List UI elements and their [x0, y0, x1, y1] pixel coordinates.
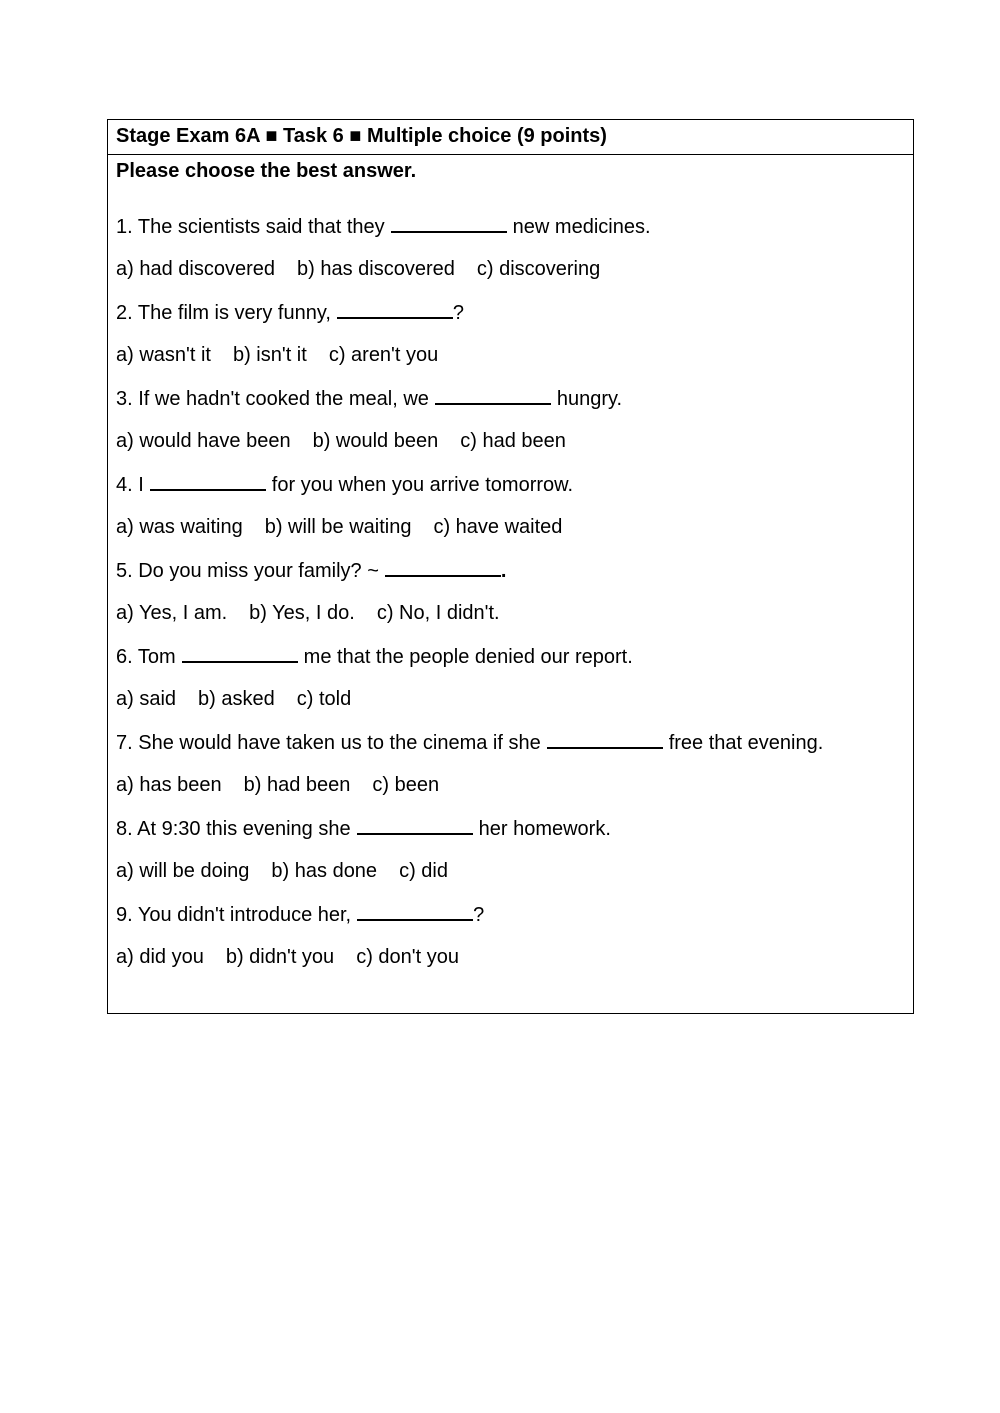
- option-a[interactable]: a) had discovered: [116, 258, 275, 280]
- option-a[interactable]: a) will be doing: [116, 860, 250, 882]
- option-a[interactable]: a) said: [116, 688, 177, 710]
- question-text: 5. Do you miss your family? ~: [116, 560, 379, 582]
- option-c[interactable]: c) have waited: [433, 516, 563, 538]
- exam-task-box: [107, 119, 914, 1014]
- question-text: her homework.: [478, 818, 611, 840]
- question-1: [116, 213, 913, 256]
- question-4: [116, 471, 913, 514]
- option-a[interactable]: a) was waiting: [116, 516, 243, 538]
- question-text: 6. Tom: [116, 646, 176, 668]
- option-c[interactable]: c) aren't you: [328, 344, 439, 366]
- option-a[interactable]: a) Yes, I am.: [116, 602, 228, 624]
- option-c[interactable]: c) told: [296, 688, 352, 710]
- option-b[interactable]: b) had been: [243, 774, 351, 796]
- question-text: 2. The film is very funny,: [116, 302, 331, 324]
- answer-blank[interactable]: [435, 385, 551, 405]
- option-a[interactable]: a) has been: [116, 774, 222, 796]
- question-text: new medicines.: [512, 216, 651, 238]
- option-b[interactable]: b) asked: [198, 688, 275, 710]
- question-text: .: [500, 560, 507, 582]
- option-c[interactable]: c) been: [372, 774, 440, 796]
- question-text: hungry.: [556, 388, 623, 410]
- question-text: 1. The scientists said that they: [116, 216, 385, 238]
- answer-blank[interactable]: [337, 299, 453, 319]
- option-a[interactable]: a) wasn't it: [116, 344, 211, 366]
- option-c[interactable]: c) did: [399, 860, 448, 882]
- instruction-text: Please choose the best answer.: [116, 160, 417, 182]
- option-b[interactable]: b) isn't it: [232, 344, 307, 366]
- options-8: [116, 858, 913, 901]
- question-2: [116, 299, 913, 342]
- question-7: [116, 729, 913, 772]
- option-b[interactable]: b) didn't you: [225, 946, 335, 968]
- options-9: [116, 944, 913, 987]
- option-a[interactable]: a) would have been: [116, 430, 291, 452]
- options-2: [116, 342, 913, 385]
- question-5: [116, 557, 913, 600]
- answer-blank[interactable]: [182, 643, 298, 663]
- options-6: [116, 686, 913, 729]
- option-b[interactable]: b) has discovered: [296, 258, 455, 280]
- question-3: [116, 385, 913, 428]
- options-7: [116, 772, 913, 815]
- options-5: [116, 600, 913, 643]
- question-text: 3. If we hadn't cooked the meal, we: [116, 388, 429, 410]
- option-c[interactable]: c) don't you: [356, 946, 459, 968]
- question-8: [116, 815, 913, 858]
- question-text: 4. I: [116, 474, 144, 496]
- question-text: 7. She would have taken us to the cinema if she: [116, 732, 541, 754]
- question-text: me that the people denied our report.: [303, 646, 633, 668]
- option-c[interactable]: c) discovering: [476, 258, 601, 280]
- question-text: 8. At 9:30 this evening she: [116, 818, 351, 840]
- option-b[interactable]: b) has done: [271, 860, 378, 882]
- answer-blank[interactable]: [547, 729, 663, 749]
- options-1: [116, 256, 913, 299]
- option-c[interactable]: c) No, I didn't.: [376, 602, 500, 624]
- option-c[interactable]: c) had been: [460, 430, 566, 452]
- question-text: ?: [452, 302, 465, 324]
- option-b[interactable]: b) will be waiting: [264, 516, 412, 538]
- option-a[interactable]: a) did you: [116, 946, 204, 968]
- question-text: ?: [473, 904, 485, 926]
- option-b[interactable]: b) would been: [312, 430, 439, 452]
- task-header: Stage Exam 6A ■ Task 6 ■ Multiple choice (9 points): [108, 120, 913, 155]
- answer-blank[interactable]: [385, 557, 501, 577]
- answer-blank[interactable]: [357, 815, 473, 835]
- options-3: [116, 428, 913, 471]
- question-text: for you when you arrive tomorrow.: [271, 474, 574, 496]
- answer-blank[interactable]: [357, 901, 473, 921]
- answer-blank[interactable]: [150, 471, 266, 491]
- question-6: [116, 643, 913, 686]
- question-text: 9. You didn't introduce her,: [116, 904, 352, 926]
- option-b[interactable]: b) Yes, I do.: [249, 602, 355, 624]
- question-list: [116, 213, 913, 987]
- options-4: [116, 514, 913, 557]
- question-9: [116, 901, 913, 944]
- question-text: free that evening.: [668, 732, 824, 754]
- answer-blank[interactable]: [391, 213, 507, 233]
